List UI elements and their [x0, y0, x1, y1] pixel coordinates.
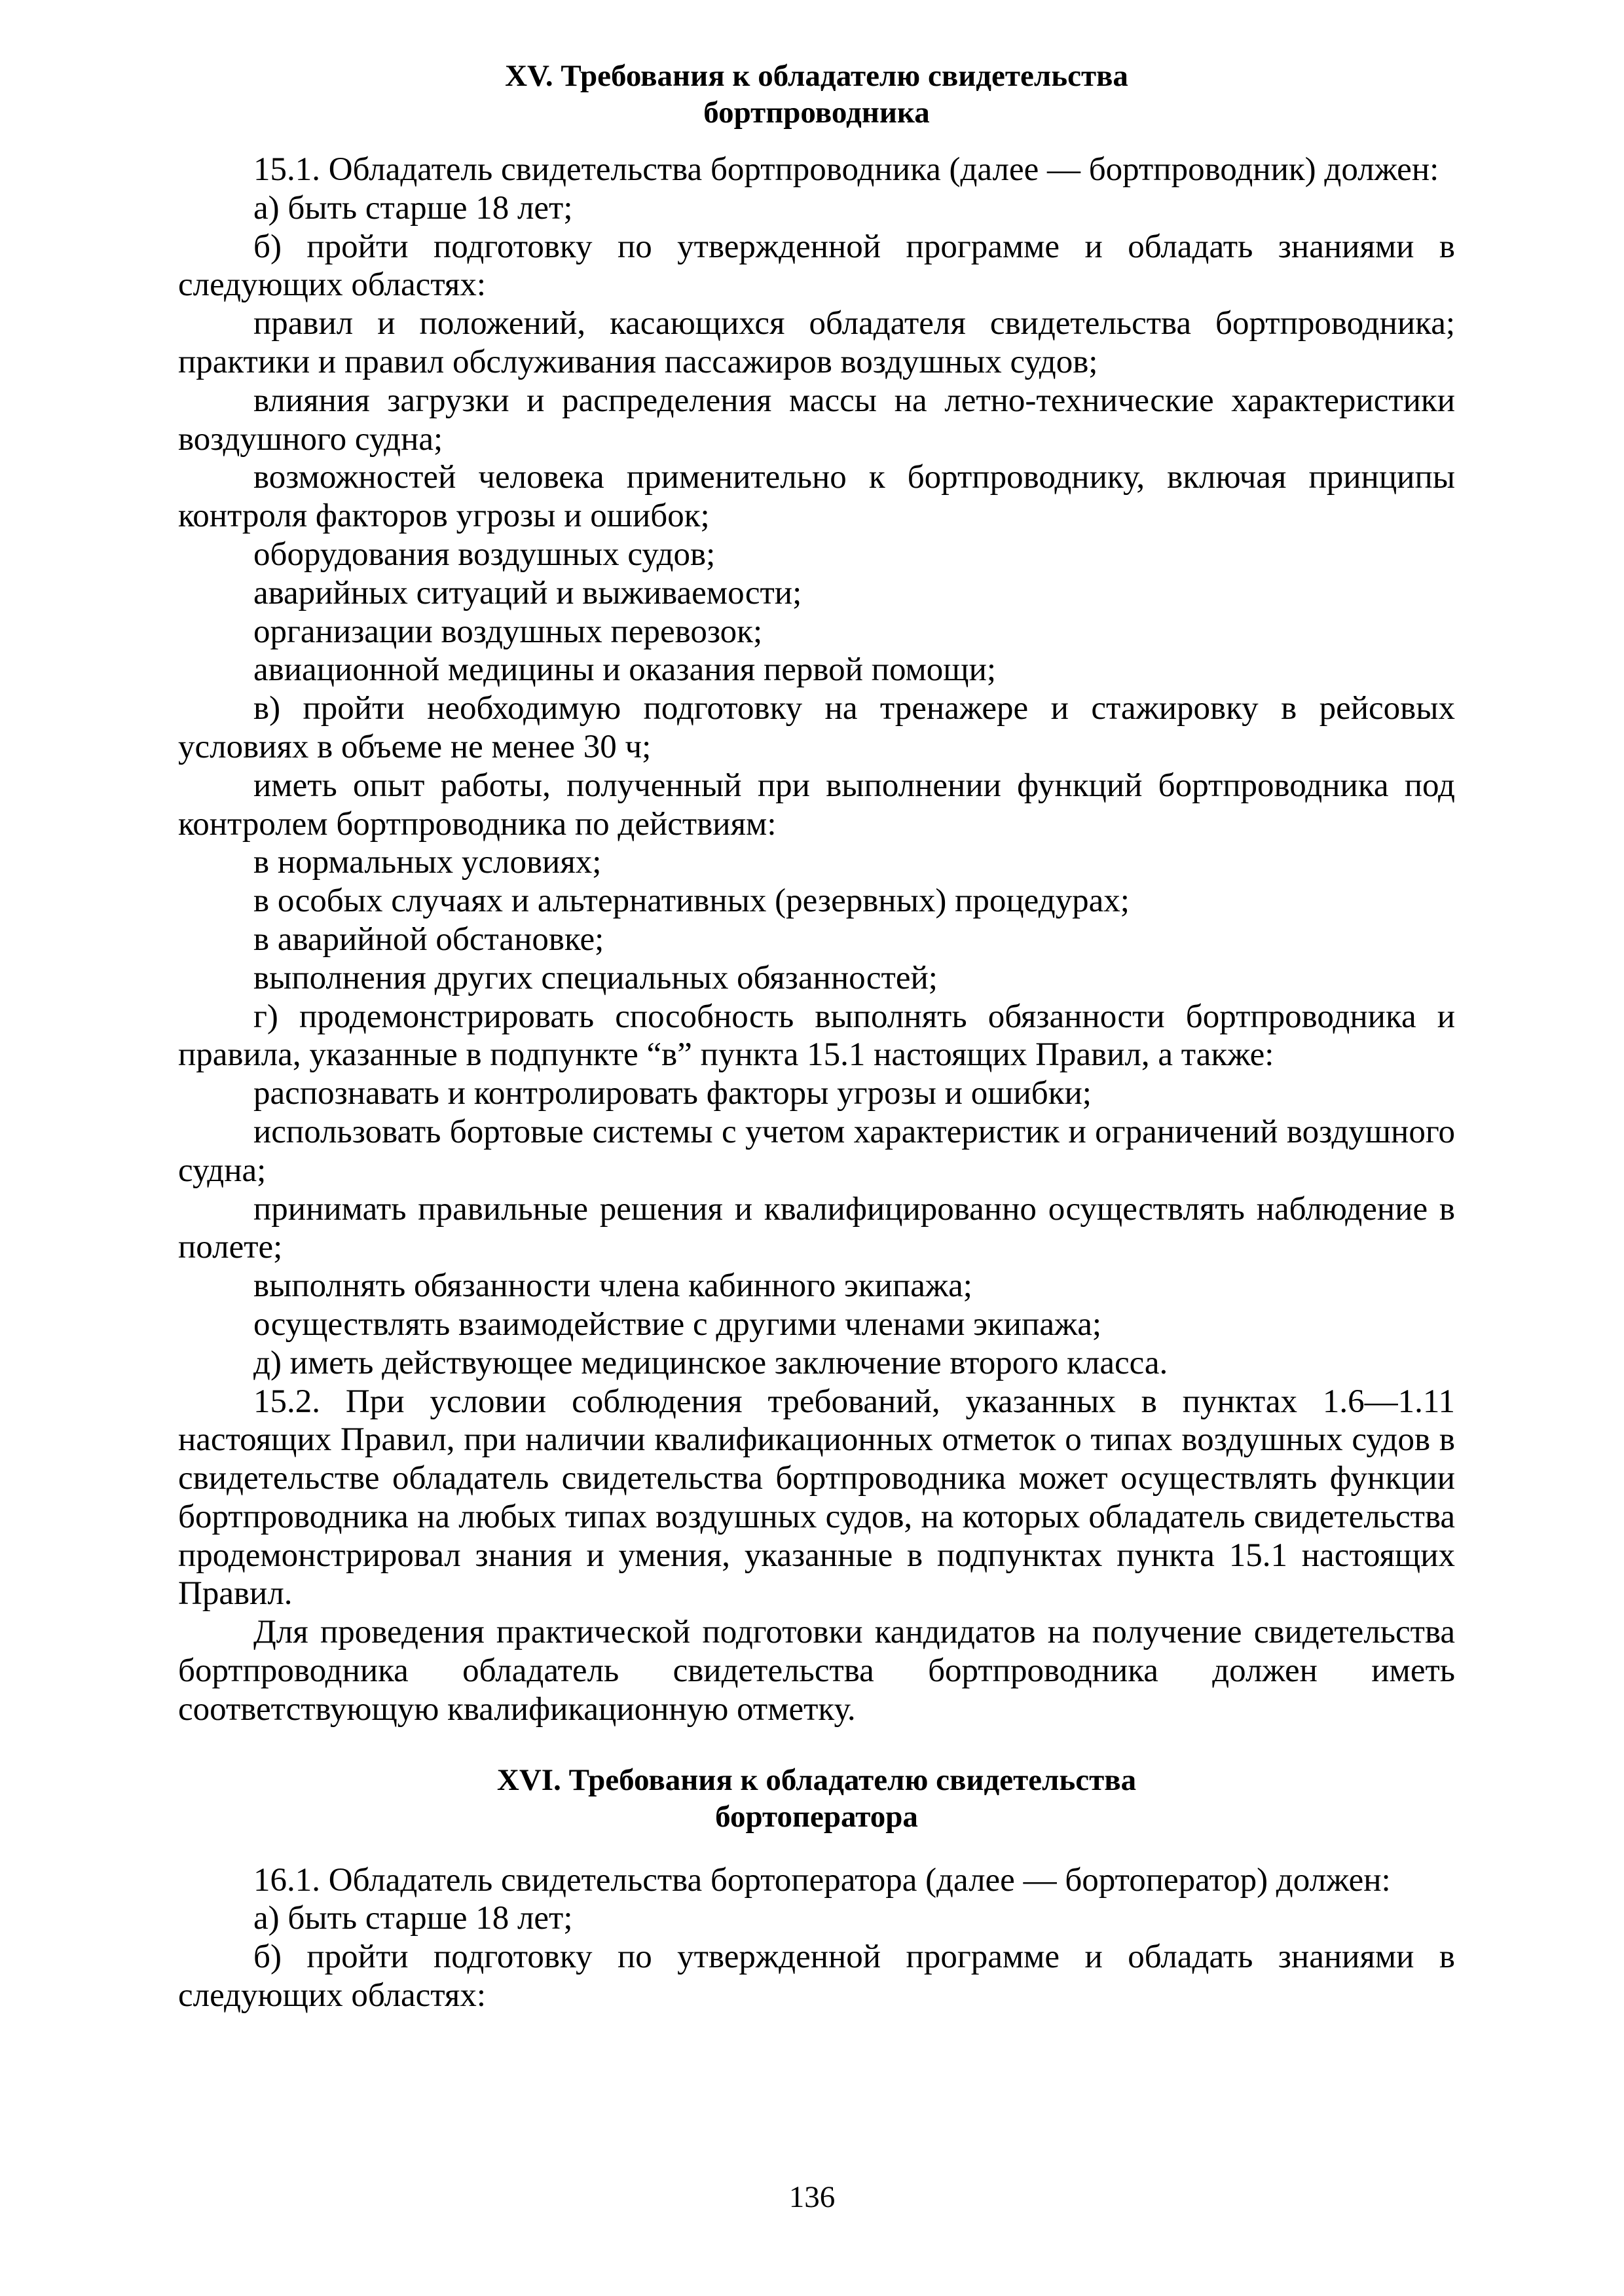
section-xv-heading-line-2: бортпроводника: [703, 96, 930, 130]
paragraph: б) пройти подготовку по утвержденной программе и обладать знаниями в следующих областях:: [178, 1939, 1455, 2014]
paragraph: авиационной медицины и оказания первой помощи;: [253, 651, 997, 689]
paragraph: распознавать и контролировать факторы угрозы и ошибки;: [253, 1075, 1092, 1112]
paragraph: в) пройти необходимую подготовку на тренажере и стажировку в рейсовых условиях в объеме не менее 30 ч;: [178, 690, 1455, 765]
paragraph: а) быть старше 18 лет;: [253, 1900, 573, 1937]
paragraph: а) быть старше 18 лет;: [253, 189, 573, 227]
paragraph: принимать правильные решения и квалифицированно осуществлять наблюдение в полете;: [178, 1190, 1455, 1266]
paragraph: б) пройти подготовку по утвержденной программе и обладать знаниями в следующих областях:: [178, 228, 1455, 304]
paragraph: 15.2. При условии соблюдения требований, указанных в пунктах 1.6—1.11 настоящих Правил, при наличии квалификационных отметок о типах воздушных судов в свидетельстве обладатель свидетельства бортпроводника может осуществлять функции бортпроводника на любых типах воздушных судов, на которых обладатель свидетельства продемонстрировал знания и умения, указанные в подпунктах пункта 15.1 настоящих Правил.: [178, 1383, 1455, 1613]
paragraph: 15.1. Обладатель свидетельства бортпроводника (далее — бортпроводник) должен:: [253, 151, 1439, 188]
paragraph: в нормальных условиях;: [253, 844, 602, 881]
paragraph: аварийных ситуаций и выживаемости;: [253, 574, 802, 611]
paragraph: в особых случаях и альтернативных (резервных) процедурах;: [253, 883, 1130, 920]
paragraph: использовать бортовые системы с учетом характеристик и ограничений воздушного судна;: [178, 1113, 1455, 1189]
section-xv-body: [178, 151, 1455, 1729]
document-page: [178, 58, 1455, 2015]
paragraph: Для проведения практической подготовки кандидатов на получение свидетельства бортпроводника обладатель свидетельства бортпроводника должен иметь соответствующую квалификационную отметку.: [178, 1614, 1455, 1728]
paragraph: 16.1. Обладатель свидетельства бортоператора (далее — бортоператор) должен:: [253, 1861, 1391, 1899]
paragraph: выполнения других специальных обязанностей;: [253, 959, 938, 996]
paragraph: возможностей человека применительно к бортпроводнику, включая принципы контроля факторов угрозы и ошибок;: [178, 459, 1455, 535]
paragraph: в аварийной обстановке;: [253, 920, 604, 958]
section-xvi-body: [178, 1861, 1455, 2015]
paragraph: оборудования воздушных судов;: [253, 536, 716, 573]
section-xvi-heading-line-2: бортоператора: [715, 1799, 918, 1834]
section-xv-heading-line-1: XV. Требования к обладателю свидетельства: [505, 59, 1128, 93]
paragraph: правил и положений, касающихся обладателя свидетельства бортпроводника; практики и правил обслуживания пассажиров воздушных судов;: [178, 305, 1455, 380]
section-xv-heading: [178, 58, 1455, 131]
paragraph: осуществлять взаимодействие с другими членами экипажа;: [253, 1305, 1102, 1343]
paragraph: д) иметь действующее медицинское заключение второго класса.: [253, 1344, 1168, 1381]
paragraph: организации воздушных перевозок;: [253, 613, 763, 650]
paragraph: иметь опыт работы, полученный при выполнении функций бортпроводника под контролем бортпроводника по действиям:: [178, 767, 1455, 843]
section-xvi-heading-line-1: XVI. Требования к обладателю свидетельства: [496, 1762, 1137, 1797]
page-number: 136: [788, 2180, 836, 2214]
paragraph: выполнять обязанности члена кабинного экипажа;: [253, 1267, 972, 1305]
paragraph: влияния загрузки и распределения массы на летно-технические характеристики воздушного судна;: [178, 382, 1455, 458]
paragraph: г) продемонстрировать способность выполнять обязанности бортпроводника и правила, указанные в подпункте “в” пункта 15.1 настоящих Правил, а также:: [178, 998, 1455, 1074]
section-xvi-heading: [178, 1762, 1455, 1835]
